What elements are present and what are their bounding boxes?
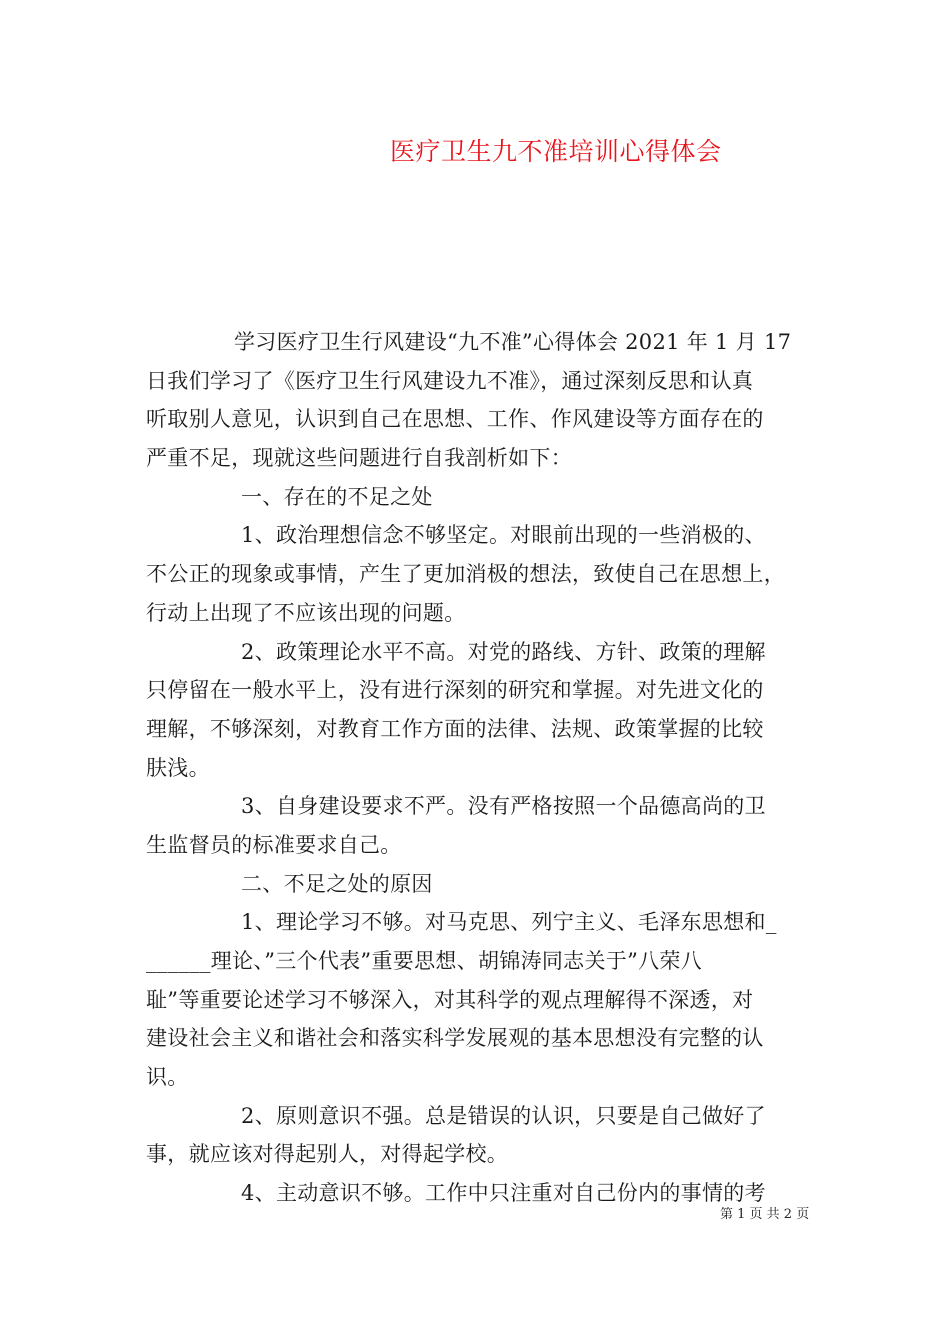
paragraph-line: 理解，不够深刻，对教育工作方面的法律、法规、政策掌握的比较 <box>146 716 764 741</box>
paragraph-line: 2、政策理论水平不高。对党的路线、方针、政策的理解 <box>241 639 766 664</box>
paragraph-line: 不公正的现象或事情，产生了更加消极的想法，致使自己在思想上， <box>146 562 785 587</box>
paragraph-line: 只停留在一般水平上，没有进行深刻的研究和掌握。对先进文化的 <box>146 678 764 703</box>
paragraph-line: 建设社会主义和谐社会和落实科学发展观的基本思想没有完整的认 <box>146 1026 764 1051</box>
paragraph-line: 严重不足，现就这些问题进行自我剖析如下： <box>146 446 572 471</box>
paragraph-line: 3、自身建设要求不严。没有严格按照一个品德高尚的卫 <box>241 794 766 819</box>
paragraph-line: 肤浅。 <box>146 755 210 780</box>
paragraph-line: 1、政治理想信念不够坚定。对眼前出现的一些消极的、 <box>241 523 766 548</box>
paragraph-line: 4、主动意识不够。工作中只注重对自己份内的事情的考 <box>241 1181 766 1206</box>
paragraph-line: 识。 <box>146 1065 189 1090</box>
page-title: 医疗卫生九不准培训心得体会 <box>390 137 722 166</box>
paragraph-line: 学习医疗卫生行风建设“九不准”心得体会 2021 年 1 月 17 <box>234 330 792 354</box>
paragraph-line: 1、理论学习不够。对马克思、列宁主义、毛泽东思想和_ <box>241 910 777 935</box>
paragraph-line: ______理论、”三个代表”重要思想、胡锦涛同志关于”八荣八 <box>146 949 703 973</box>
paragraph-line: 事，就应该对得起别人，对得起学校。 <box>146 1142 509 1167</box>
paragraph-line: 2、原则意识不强。总是错误的认识，只要是自己做好了 <box>241 1103 766 1128</box>
paragraph-line: 行动上出现了不应该出现的问题。 <box>146 600 466 625</box>
paragraph-line: 生监督员的标准要求自己。 <box>146 832 402 857</box>
paragraph-line: 听取别人意见，认识到自己在思想、工作、作风建设等方面存在的 <box>146 407 764 432</box>
document-body <box>146 323 816 1213</box>
paragraph-line: 耻”等重要论述学习不够深入，对其科学的观点理解得不深透，对 <box>146 987 754 1012</box>
section-heading: 二、不足之处的原因 <box>241 871 433 896</box>
paragraph-line: 日我们学习了《医疗卫生行风建设九不准》，通过深刻反思和认真 <box>146 368 754 393</box>
page-indicator: 第 1 页 共 2 页 <box>720 1207 810 1222</box>
section-heading: 一、存在的不足之处 <box>241 484 433 509</box>
